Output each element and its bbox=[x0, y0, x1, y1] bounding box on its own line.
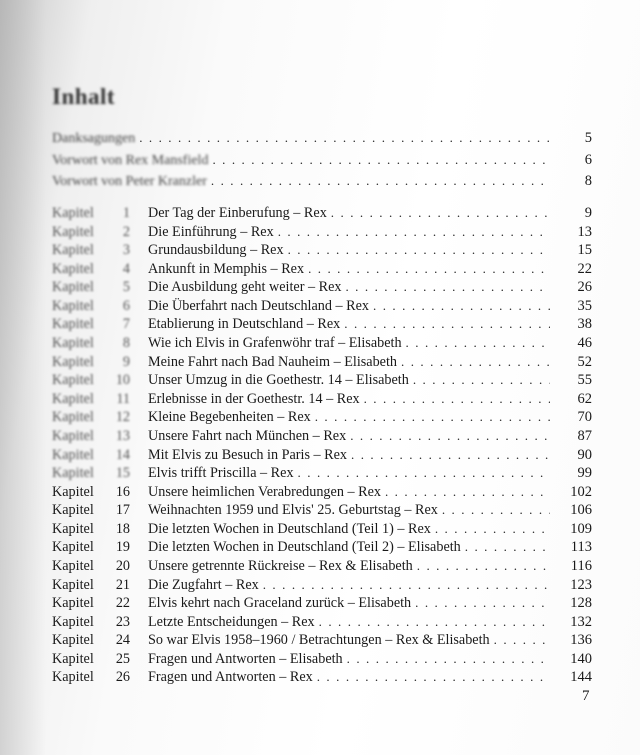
chapter-title: Ankunft in Memphis – Rex bbox=[148, 260, 305, 277]
leader-dots bbox=[308, 261, 550, 277]
leader-dots bbox=[139, 130, 550, 146]
chapter-title: Kleine Begebenheiten – Rex bbox=[148, 409, 311, 426]
chapter-word: Kapitel bbox=[52, 595, 94, 612]
chapter-word: Kapitel bbox=[52, 279, 94, 296]
chapter-number: 23 bbox=[115, 613, 130, 630]
leader-dots bbox=[345, 279, 550, 295]
chapter-number: 14 bbox=[115, 446, 130, 463]
chapter-page: 70 bbox=[577, 409, 592, 426]
chapter-page: 140 bbox=[570, 650, 592, 667]
chapter-title: Mit Elvis zu Besuch in Paris – Rex bbox=[148, 446, 348, 463]
leader-dots bbox=[347, 651, 550, 667]
chapter-page: 109 bbox=[570, 520, 592, 537]
chapter-row bbox=[52, 632, 592, 651]
chapter-title: Unser Umzug in die Goethestr. 14 – Elisabeth bbox=[148, 372, 409, 389]
leader-dots bbox=[373, 298, 550, 314]
chapter-page: 87 bbox=[577, 427, 592, 444]
chapter-number: 13 bbox=[115, 427, 130, 444]
chapter-word: Kapitel bbox=[52, 205, 94, 221]
chapter-title: Letzte Entscheidungen – Rex bbox=[148, 613, 315, 630]
chapter-word: Kapitel bbox=[52, 502, 94, 519]
chapter-row bbox=[52, 577, 592, 596]
chapter-number: 11 bbox=[116, 390, 130, 407]
chapter-page: 106 bbox=[570, 502, 592, 519]
chapter-row bbox=[52, 224, 592, 243]
chapter-number: 1 bbox=[122, 205, 130, 221]
chapter-page: 22 bbox=[577, 260, 592, 277]
chapter-row bbox=[52, 447, 592, 466]
chapter-page: 90 bbox=[577, 446, 592, 463]
chapter-title: Elvis kehrt nach Graceland zurück – Elisabeth bbox=[148, 595, 412, 612]
chapter-row bbox=[52, 428, 592, 447]
page-gutter-shadow bbox=[0, 0, 46, 755]
leader-dots bbox=[315, 409, 550, 425]
chapter-number: 21 bbox=[115, 576, 130, 593]
chapter-page: 15 bbox=[577, 242, 592, 259]
front-matter-list bbox=[52, 130, 592, 195]
chapter-page: 136 bbox=[570, 632, 592, 649]
chapter-number: 19 bbox=[115, 539, 130, 556]
chapter-page: 113 bbox=[570, 539, 592, 556]
leader-dots bbox=[212, 152, 550, 168]
front-matter-item bbox=[52, 173, 592, 195]
chapter-number: 4 bbox=[122, 260, 130, 277]
chapter-row bbox=[52, 391, 592, 410]
chapter-row bbox=[52, 651, 592, 670]
chapter-row bbox=[52, 539, 592, 558]
chapter-row bbox=[52, 279, 592, 298]
chapter-row bbox=[52, 484, 592, 503]
chapter-page: 144 bbox=[570, 669, 592, 686]
chapter-title: Erlebnisse in der Goethestr. 14 – Rex bbox=[148, 390, 360, 407]
leader-dots bbox=[211, 173, 550, 189]
leader-dots bbox=[435, 521, 550, 537]
chapter-number: 17 bbox=[115, 502, 130, 519]
front-matter-label: Vorwort von Peter Kranzler bbox=[52, 174, 207, 189]
chapter-word: Kapitel bbox=[52, 650, 94, 667]
chapter-number: 25 bbox=[115, 650, 130, 667]
chapter-row bbox=[52, 298, 592, 317]
chapter-word: Kapitel bbox=[52, 539, 94, 556]
chapter-word: Kapitel bbox=[52, 260, 94, 277]
chapter-word: Kapitel bbox=[52, 520, 94, 537]
chapter-page: 26 bbox=[577, 279, 592, 296]
chapter-number: 3 bbox=[122, 242, 130, 259]
chapter-title: Die letzten Wochen in Deutschland (Teil 2) – Elisabeth bbox=[148, 539, 461, 556]
chapter-row bbox=[52, 316, 592, 335]
chapter-number: 2 bbox=[122, 223, 130, 240]
leader-dots bbox=[317, 669, 550, 685]
chapter-page: 35 bbox=[577, 297, 592, 314]
leader-dots bbox=[319, 614, 550, 630]
leader-dots bbox=[413, 372, 550, 388]
page-title: Inhalt bbox=[52, 84, 116, 109]
chapter-title: Fragen und Antworten – Rex bbox=[148, 669, 313, 686]
chapter-word: Kapitel bbox=[52, 576, 94, 593]
leader-dots bbox=[288, 242, 550, 258]
chapter-title: Unsere Fahrt nach München – Rex bbox=[148, 427, 347, 444]
chapter-row bbox=[52, 521, 592, 540]
front-matter-item bbox=[52, 130, 592, 152]
leader-dots bbox=[465, 539, 550, 555]
chapter-row bbox=[52, 372, 592, 391]
chapter-row bbox=[52, 465, 592, 484]
leader-dots bbox=[385, 484, 550, 500]
chapter-title: Die Ausbildung geht weiter – Rex bbox=[148, 279, 342, 296]
chapter-title: Meine Fahrt nach Bad Nauheim – Elisabeth bbox=[148, 353, 398, 370]
chapter-row bbox=[52, 595, 592, 614]
chapter-row bbox=[52, 558, 592, 577]
chapter-word: Kapitel bbox=[52, 316, 94, 333]
chapter-title: Etablierung in Deutschland – Rex bbox=[148, 316, 341, 333]
leader-dots bbox=[278, 224, 550, 240]
chapter-number: 26 bbox=[115, 669, 130, 686]
chapter-number: 9 bbox=[122, 353, 130, 370]
front-matter-page: 6 bbox=[584, 151, 592, 168]
chapter-word: Kapitel bbox=[52, 335, 94, 352]
leader-dots bbox=[350, 428, 550, 444]
chapter-title: Unsere getrennte Rückreise – Rex & Elisabeth bbox=[148, 557, 413, 574]
leader-dots bbox=[364, 391, 550, 407]
leader-dots bbox=[494, 632, 550, 648]
chapter-word: Kapitel bbox=[52, 390, 94, 407]
chapter-row bbox=[52, 354, 592, 373]
chapter-number: 22 bbox=[115, 595, 130, 612]
chapter-title: So war Elvis 1958–1960 / Betrachtungen – Rex & Elisabeth bbox=[148, 632, 490, 649]
chapter-title: Die Überfahrt nach Deutschland – Rex bbox=[148, 297, 370, 314]
chapter-number: 10 bbox=[115, 372, 130, 389]
chapter-number: 15 bbox=[115, 465, 130, 482]
chapter-word: Kapitel bbox=[52, 427, 94, 444]
front-matter-item bbox=[52, 152, 592, 174]
chapter-title: Wie ich Elvis in Grafenwöhr traf – Elisabeth bbox=[148, 335, 402, 352]
chapter-page: 132 bbox=[570, 613, 592, 630]
chapter-word: Kapitel bbox=[52, 669, 94, 686]
front-matter-page: 8 bbox=[584, 173, 592, 189]
chapter-list bbox=[52, 205, 592, 688]
chapter-page: 38 bbox=[577, 316, 592, 333]
leader-dots bbox=[415, 595, 550, 611]
chapter-word: Kapitel bbox=[52, 372, 94, 389]
leader-dots bbox=[442, 502, 550, 518]
chapter-page: 116 bbox=[570, 557, 592, 574]
chapter-title: Die Zugfahrt – Rex bbox=[148, 576, 259, 593]
chapter-word: Kapitel bbox=[52, 632, 94, 649]
chapter-page: 99 bbox=[577, 465, 592, 482]
leader-dots bbox=[351, 447, 550, 463]
chapter-number: 5 bbox=[122, 279, 130, 296]
chapter-row bbox=[52, 669, 592, 688]
chapter-title: Elvis trifft Priscilla – Rex bbox=[148, 465, 294, 482]
chapter-number: 8 bbox=[122, 335, 130, 352]
chapter-number: 18 bbox=[115, 520, 130, 537]
chapter-number: 20 bbox=[115, 557, 130, 574]
chapter-number: 7 bbox=[122, 316, 130, 333]
chapter-page: 9 bbox=[584, 205, 592, 221]
chapter-title: Grundausbildung – Rex bbox=[148, 242, 284, 259]
chapter-page: 55 bbox=[577, 372, 592, 389]
chapter-number: 24 bbox=[115, 632, 130, 649]
chapter-word: Kapitel bbox=[52, 483, 94, 500]
chapter-word: Kapitel bbox=[52, 613, 94, 630]
chapter-title: Die letzten Wochen in Deutschland (Teil 1) – Rex bbox=[148, 520, 431, 537]
chapter-word: Kapitel bbox=[52, 223, 94, 240]
chapter-word: Kapitel bbox=[52, 465, 94, 482]
chapter-page: 13 bbox=[577, 223, 592, 240]
chapter-page: 46 bbox=[577, 335, 592, 352]
chapter-word: Kapitel bbox=[52, 557, 94, 574]
chapter-page: 102 bbox=[570, 483, 592, 500]
chapter-row bbox=[52, 242, 592, 261]
chapter-row bbox=[52, 409, 592, 428]
chapter-row bbox=[52, 614, 592, 633]
leader-dots bbox=[331, 205, 550, 221]
chapter-title: Unsere heimlichen Verabredungen – Rex bbox=[148, 483, 381, 500]
chapter-row bbox=[52, 335, 592, 354]
chapter-row bbox=[52, 205, 592, 224]
chapter-word: Kapitel bbox=[52, 409, 94, 426]
chapter-word: Kapitel bbox=[52, 297, 94, 314]
chapter-number: 16 bbox=[115, 483, 130, 500]
leader-dots bbox=[417, 558, 550, 574]
leader-dots bbox=[344, 316, 550, 332]
chapter-page: 123 bbox=[570, 576, 592, 593]
chapter-word: Kapitel bbox=[52, 353, 94, 370]
chapter-page: 128 bbox=[570, 595, 592, 612]
front-matter-label: Vorwort von Rex Mansfield bbox=[52, 152, 209, 168]
chapter-word: Kapitel bbox=[52, 446, 94, 463]
chapter-title: Weihnachten 1959 und Elvis' 25. Geburtstag – Rex bbox=[148, 502, 438, 519]
chapter-page: 52 bbox=[577, 353, 592, 370]
leader-dots bbox=[406, 335, 550, 351]
chapter-title: Die Einführung – Rex bbox=[148, 223, 274, 240]
chapter-number: 12 bbox=[115, 409, 130, 426]
front-matter-page: 5 bbox=[584, 130, 592, 146]
leader-dots bbox=[263, 577, 550, 593]
chapter-row bbox=[52, 502, 592, 521]
front-matter-label: Danksagungen bbox=[52, 131, 136, 146]
chapter-title: Fragen und Antworten – Elisabeth bbox=[148, 650, 343, 667]
chapter-title: Der Tag der Einberufung – Rex bbox=[148, 205, 327, 221]
chapter-word: Kapitel bbox=[52, 242, 94, 259]
chapter-number: 6 bbox=[122, 297, 130, 314]
chapter-page: 62 bbox=[577, 390, 592, 407]
page-number: 7 bbox=[582, 688, 590, 704]
chapter-row bbox=[52, 261, 592, 280]
leader-dots bbox=[401, 354, 550, 370]
leader-dots bbox=[298, 465, 550, 481]
